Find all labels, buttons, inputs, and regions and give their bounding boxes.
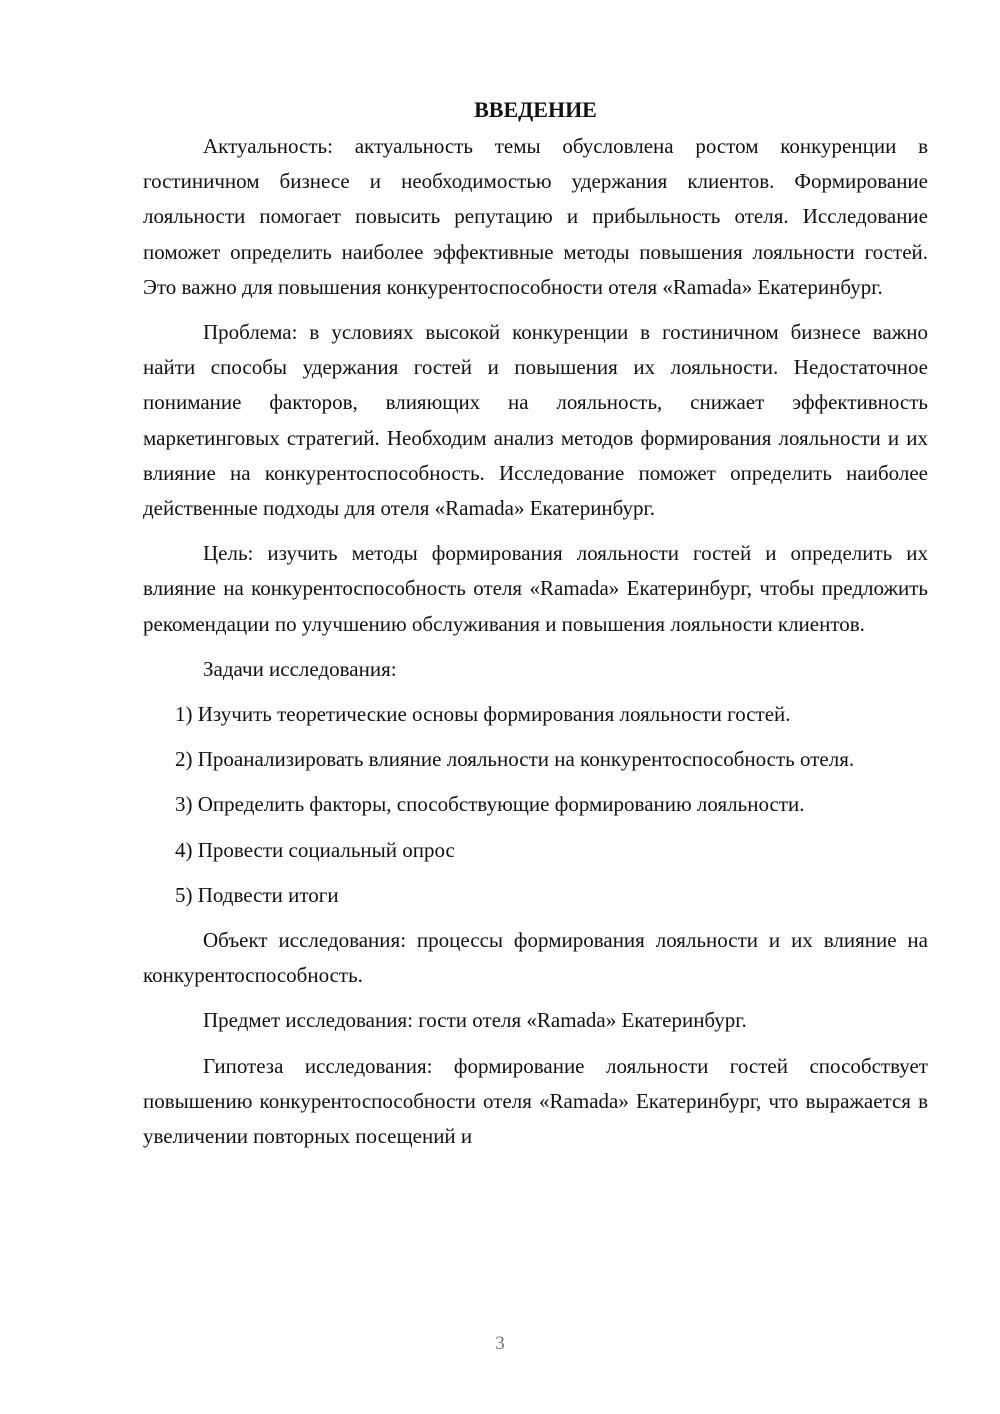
task-item-3: 3) Определить факторы, способствующие формированию лояльности. (175, 792, 805, 817)
page-content (143, 92, 928, 1164)
task-item-2: 2) Проанализировать влияние лояльности на конкурентоспособность отеля. (175, 747, 855, 772)
page-number: 3 (495, 1333, 505, 1354)
task-item-5: 5) Подвести итоги (175, 882, 339, 907)
relevance-paragraph: Актуальность: актуальность темы обусловлена ростом конкуренции в гостиничном бизнесе и необходимостью удержания клиентов. Формирование лояльности помогает повысить репутацию и прибыльность отеля. Исследование поможет определить наиболее эффективные методы повышения лояльности гостей. Это важно для повышения конкурентоспособности отеля «Ramada» Екатеринбург. (143, 134, 928, 299)
tasks-heading: Задачи исследования: (203, 656, 397, 681)
task-item-4: 4) Провести социальный опрос (175, 837, 455, 862)
hypothesis-paragraph: Гипотеза исследования: формирование лояльности гостей способствует повышению конкурентоспособности отеля «Ramada» Екатеринбург, что выражается в увеличении повторных посещений и (143, 1053, 928, 1149)
object-paragraph: Объект исследования: процессы формирования лояльности и их влияние на конкурентоспособность. (143, 928, 928, 988)
goal-paragraph: Цель: изучить методы формирования лояльности гостей и определить их влияние на конкурентоспособность отеля «Ramada» Екатеринбург, чтобы предложить рекомендации по улучшению обслуживания и повышения лояльности клиентов. (143, 541, 928, 636)
subject-paragraph: Предмет исследования: гости отеля «Ramada» Екатеринбург. (203, 1008, 747, 1033)
problem-paragraph: Проблема: в условиях высокой конкуренции в гостиничном бизнесе важно найти способы удержания гостей и повышения их лояльности. Недостаточное понимание факторов, влияющих на лояльность, снижает эффективность маркетинговых стратегий. Необходим анализ методов формирования лояльности и их влияние на конкурентоспособность. Исследование поможет определить наиболее действенные подходы для отеля «Ramada» Екатеринбург. (143, 320, 928, 521)
section-title: ВВЕДЕНИЕ (474, 97, 597, 122)
task-item-1: 1) Изучить теоретические основы формирования лояльности гостей. (175, 702, 791, 727)
